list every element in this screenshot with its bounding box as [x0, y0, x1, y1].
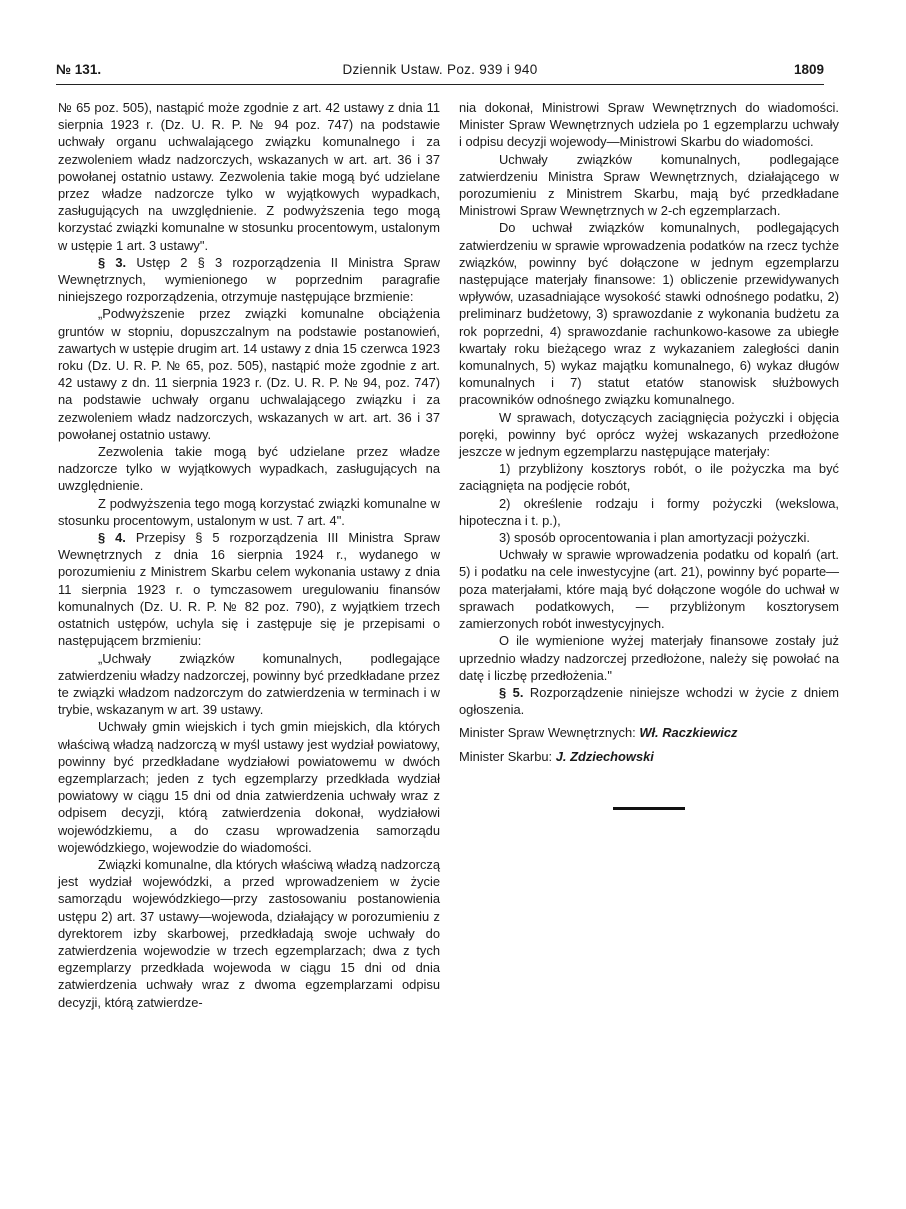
page-header [56, 62, 824, 85]
paragraph [459, 409, 839, 461]
section-number: § 5. [499, 684, 524, 700]
journal-title: Dziennik Ustaw. Poz. 939 i 940 [342, 62, 538, 77]
section-number: § 4. [98, 530, 126, 546]
paragraph-text: W sprawach, dotyczących zaciągnięcia pożyczki i objęcia poręki, powinny być oprócz wyżej wskazanych przedłożone jeszcze w jednym egzemplarzu następujące materjały: [459, 409, 839, 460]
paragraph-text: Przepisy § 5 rozporządzenia III Ministra Spraw Wewnętrznych z dnia 16 sierpnia 1924 r., wydanego w porozumieniu z Ministrem Skarbu celem wykonania ustawy z dnia 11 sierpnia 1923 r. o tymczasowem uregulowaniu finansów komunalnych (Dz. U. R. P. № 82 poz. 790), z wyjątkiem trzech ostatnich ustępów, uchyla się i zastępuje się je przepisami o następującem brzmieniu: [58, 530, 440, 649]
paragraph-text: O ile wymienione wyżej materjały finansowe zostały już uprzednio władzy nadzorczej przedłożone, należy się powołać na datę i liczbę przedłożenia." [459, 633, 839, 683]
paragraph-text: nia dokonał, Ministrowi Spraw Wewnętrznych do wiadomości. Minister Spraw Wewnętrznych udziela po 1 egzemplarzu uchwały i odpisu decyzji wojewody—Ministrowi Skarbu do wiadomości. [459, 100, 839, 150]
paragraph-text: Rozporządzenie niniejsze wchodzi w życie z dniem ogłoszenia. [459, 684, 839, 718]
paragraph [459, 219, 839, 408]
paragraph-text: 3) sposób oprocentowania i plan amortyzacji pożyczki. [499, 530, 810, 546]
signature-name: Wł. Raczkiewicz [639, 725, 738, 741]
paragraph [58, 305, 440, 443]
paragraph [459, 684, 839, 718]
paragraph-text: Uchwały gmin wiejskich i tych gmin miejskich, dla których właściwą władzą nadzorczą w myśl ustawy jest wydział powiatowy, powinny być przedkładane wydziałowi powiatowemu w dwóch egzemplarzach; jeden z tych egzemplarzy przedkłada wydział powiatowy w ciągu 15 dni od dnia zatwierdzenia uchwały wraz z odpisem decyzji, którą zatwierdzenia dokonał, wydziałowi wojewódzkiemu, a do czasu wprowadzenia samorządu wojewódzkiego, wojewodzie do wiadomości. [58, 719, 440, 855]
signature-name: J. Zdziechowski [555, 748, 654, 764]
paragraph [58, 99, 440, 254]
left-column [58, 99, 440, 1011]
paragraph [459, 632, 839, 684]
paragraph-text: Do uchwał związków komunalnych, podlegających zatwierdzeniu w sprawie wprowadzenia podatków na rzecz tychże związków, powinny być dołączone w jednym egzemplarzu następujące materjały finansowe: 1) obliczenie przewidywanych wpływów, uzasadniające wysokość stawki odnośnego podatku, 2) preliminarz budżetowy, 3) sprawozdanie z wykonania budżetu za rok poprzedni, 4) sprawozdanie rachunkowo-kasowe za ubiegłe kwartały roku bieżącego wraz z wykazaniem zaległości danin komunalnych, 5) wykaz majątku komunalnego, 6) wykaz długów komunalnych i 7) statut etatów stanowisk służbowych pracowników odnośnego związku komunalnego. [459, 220, 839, 408]
signature-line [459, 748, 839, 765]
section-number: § 3. [98, 254, 127, 270]
paragraph [459, 495, 839, 529]
signature-line [459, 724, 839, 741]
paragraph-text: № 65 poz. 505), nastąpić może zgodnie z art. 42 ustawy z dnia 11 sierpnia 1923 r. (Dz. U. R. P. № 94 poz. 747) na podstawie uchwały organu uchwalającego związku komunalnego i za zezwoleniem władz nadzorczych, wskazanych w art. art. 36 i 37 powołanej ostatnio ustawy. Zezwolenia takie mogą być udzielane przez władze nadzorcze tylko w wyjątkowych wypadkach, zasługujących na uwzględnienie. Z podwyższenia tego mogą korzystać związki komunalne w stosunku procentowym, ustalonym w ustępie 1 art. 3 ustawy". [58, 100, 440, 253]
paragraph [58, 856, 440, 1011]
paragraph [459, 99, 839, 151]
paragraph [58, 529, 440, 649]
paragraph [459, 546, 839, 632]
paragraph-text: Ustęp 2 § 3 rozporządzenia II Ministra Spraw Wewnętrznych, wymienionego w poprzednim paragrafie niniejszego rozporządzenia, otrzymuje następujące brzmienie: [58, 254, 440, 305]
paragraph-text: 1) przybliżony kosztorys robót, o ile pożyczka ma być zaciągnięta na podjęcie robót, [459, 461, 839, 494]
paragraph-text: 2) określenie rodzaju i formy pożyczki (wekslowa, hipoteczna i t. p.), [459, 495, 839, 528]
paragraph-text: Zezwolenia takie mogą być udzielane przez władze nadzorcze tylko w wyjątkowych wypadkach, zasługujących na uwzględnienie. [58, 444, 440, 494]
issue-number: № 131. [56, 62, 102, 77]
paragraph [459, 460, 839, 494]
paragraph-text: „Podwyższenie przez związki komunalne obciążenia gruntów w stopniu, dopuszczalnym na podstawie postanowień, zawartych w ustępie drugim art. 14 ustawy z dnia 15 czerwca 1923 roku (Dz. U. R. P. № 65, poz. 505), nastąpić może zgodnie z art. 42 ustawy z dn. 11 sierpnia 1923 r. (Dz. U. R. P. № 94, poz. 747) na podstawie uchwały organu uchwalającego związku i za zezwoleniem władz nadzorczych, wskazanych w art. art. 36 i 37 powołanej ostatnio ustawy. [58, 306, 440, 442]
signature-role: Minister Skarbu: [459, 748, 553, 764]
paragraph [459, 151, 839, 220]
paragraph-text: Związki komunalne, dla których właściwą władzą nadzorczą jest wydział wojewódzki, a przed wprowadzeniem w życie samorządu wojewódzkiego—przy zastosowaniu postanowienia ustępu 2) art. 37 ustawy—wojewoda, działający w porozumieniu z dyrektorem izby skarbowej, przedkładają swoje uchwały do zatwierdzenia wojewodzie w trzech egzemplarzach; dwa z tych egzemplarzy przedkłada wojewoda w ciągu 15 dni od dnia zatwierdzenia uchwały wraz z dwoma egzemplarzami odpisu decyzji, którą zatwierdze- [58, 856, 440, 1010]
paragraph [58, 443, 440, 495]
right-column [459, 99, 839, 810]
paragraph [58, 495, 440, 529]
paragraph [58, 650, 440, 719]
paragraph-text: Uchwały w sprawie wprowadzenia podatku od kopalń (art. 5) i podatku na cele inwestycyjne (art. 21), powinny być poparte—poza materjałami, które mają być dołączone wogóle do uchwał w sprawach podatkowych, — przybliżonym kosztorysem zamierzonych robót inwestycyjnych. [459, 547, 839, 632]
page-number: 1809 [793, 62, 824, 77]
paragraph [459, 529, 839, 546]
signature-role: Minister Spraw Wewnętrznych: [459, 725, 636, 741]
paragraph-text: Uchwały związków komunalnych, podlegające zatwierdzeniu Ministra Spraw Wewnętrznych, działającego w porozumieniu z Ministrem Skarbu, mają być przedkładane Ministrowi Spraw Wewnętrznych w 2-ch egzemplarzach. [459, 151, 839, 219]
paragraph-text: Z podwyższenia tego mogą korzystać związki komunalne w stosunku procentowym, ustalonym w ust. 7 art. 4". [58, 495, 440, 528]
end-rule [613, 807, 685, 810]
paragraph [58, 254, 440, 306]
paragraph [58, 718, 440, 856]
paragraph-text: „Uchwały związków komunalnych, podlegające zatwierdzeniu władzy nadzorczej, powinny być przedkładane przez te związki władzom nadzorczym do zatwierdzenia w terminach i w trybie, wskazanym w art. 39 ustawy. [58, 650, 440, 718]
